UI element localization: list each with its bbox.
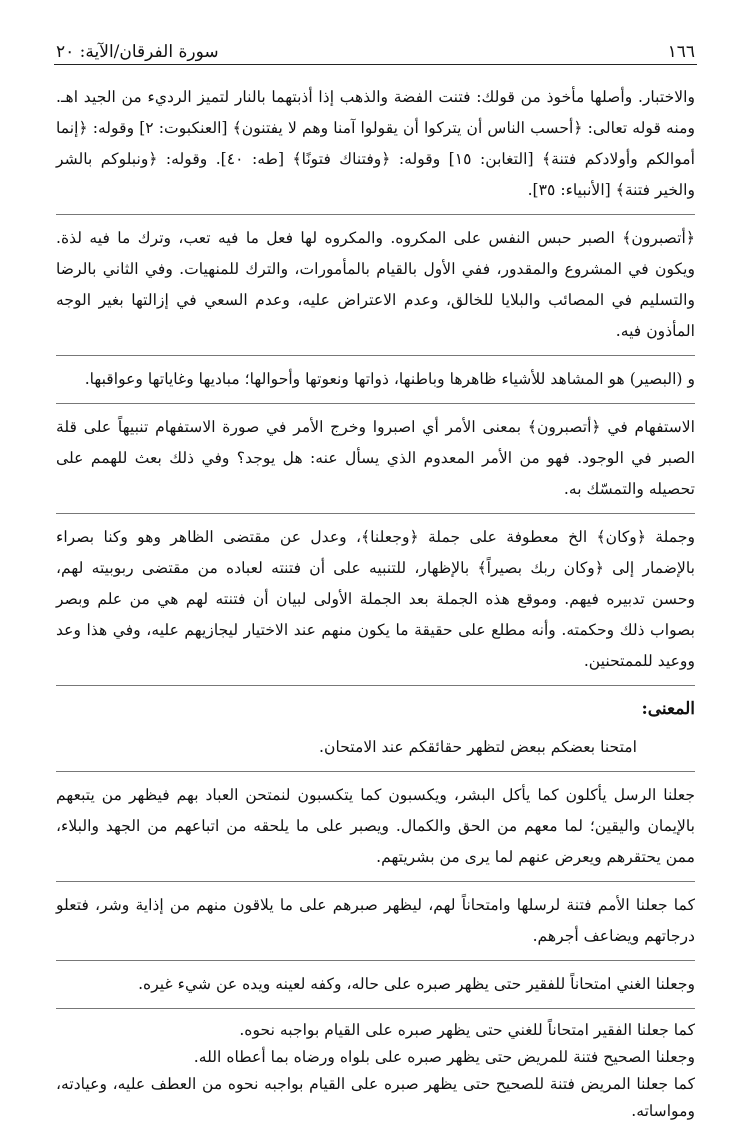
divider <box>56 960 695 961</box>
divider <box>56 403 695 404</box>
divider <box>56 881 695 882</box>
paragraph-istifham: الاستفهام في ﴿أتصبرون﴾ بمعنى الأمر أي اصبروا وخرج الأمر في صورة الاستفهام تنبيهاً على قلة الصبر في الوجود. فهو من الأمر المعدوم الذي يسأل عنه: هل يوجد؟ وفي ذلك بعث للهمم على تحصيله والتمسّك به. <box>56 418 695 498</box>
page-body <box>56 82 695 1125</box>
meaning-paragraph: جعلنا الرسل يأكلون كما يأكل البشر، ويكسبون كما يتكسبون لنمتحن العباد بهم فيظهر من يتبعهم بالإيمان واليقين؛ لما معهم من الحق والكمال. ويصبر على ما يلحقه من اتباعهم من الجهد والبلاء، ممن يحتقرهم ويعرض عنهم لما يرى من بشريتهم. <box>56 786 695 866</box>
divider <box>56 1008 695 1009</box>
meaning-line: امتحنا بعضكم ببعض لتظهر حقائقكم عند الامتحان. <box>319 738 637 756</box>
divider <box>56 513 695 514</box>
paragraph-basir: و (البصير) هو المشاهد للأشياء ظاهرها وباطنها، ذواتها ونعوتها وأحوالها؛ مباديها وغاياتها وعواقبها. <box>84 370 695 388</box>
meaning-paragraph: كما جعلنا الفقير امتحاناً للغني حتى يظهر صبره على القيام بواجبه نحوه. <box>239 1021 695 1039</box>
meaning-paragraph: وجعلنا الصحيح فتنة للمريض حتى يظهر صبره على بلواه ورضاه بما أعطاه الله. <box>193 1048 695 1066</box>
divider <box>56 771 695 772</box>
divider <box>56 355 695 356</box>
paragraph-fitna-origin: والاختبار. وأصلها مأخوذ من قولك: فتنت الفضة والذهب إذا أذبتهما بالنار لتميز الرديء من الجيد اهـ. ومنه قوله تعالى: ﴿أحسب الناس أن يتركوا أن يقولوا آمنا وهم لا يفتنون﴾ [العنكبوت: ٢] وقوله: ﴿إنما أموالكم وأولادكم فتنة﴾ [التغابن: ١٥] وقوله: ﴿وفتناك فتونًا﴾ [طه: ٤٠]. وقوله: ﴿ونبلوكم بالشر والخير فتنة﴾ [الأنبياء: ٣٥]. <box>56 88 695 199</box>
meaning-heading: المعنى: <box>641 699 695 719</box>
meaning-paragraph: وجعلنا الغني امتحاناً للفقير حتى يظهر صبره على حاله، وكفه لعينه ويده عن شيء غيره. <box>138 975 695 993</box>
page-header <box>56 32 695 62</box>
meaning-paragraph: كما جعلنا الأمم فتنة لرسلها وامتحاناً لهم، ليظهر صبرهم على ما يلاقون منهم من إذاية وشر، فتعلو درجاتهم ويضاعف أجرهم. <box>56 896 695 945</box>
paragraph-sabr: ﴿أتصبرون﴾ الصبر حبس النفس على المكروه. والمكروه لها فعل ما فيه تعب، وترك ما فيه لذة. ويكون في المشروع والمقدور، ففي الأول بالقيام بالمأمورات، والترك للمنهيات. وفي الثاني بالرضا والتسليم في المصائب والبلايا للخالق، وعدم الاعتراض عليه، وعدم السعي في إزالتها بغير الوجه المأذون فيه. <box>56 229 695 340</box>
paragraph-wakana: وجملة ﴿وكان﴾ الخ معطوفة على جملة ﴿وجعلنا﴾، وعدل عن مقتضى الظاهر وهو وكنا بصراء بالإضمار إلى ﴿وكان ربك بصيراً﴾ بالإظهار، للتنبيه على أن فتنته لعباده من مقتضى ربوبيته لهم، وحسن تدبيره فيهم. وموقع هذه الجملة بعد الجملة الأولى لبيان أن فتنته لهم هي من علم وبصر بصواب ذلك وحكمته. وأنه مطلع على حقيقة ما يكون منهم عند الاختيار ليجازيهم عليه، وفي هذا وعد ووعيد للممتحنين. <box>56 528 695 670</box>
surah-reference: سورة الفرقان/الآية: ٢٠ <box>56 42 219 62</box>
header-rule <box>54 64 697 65</box>
divider <box>56 214 695 215</box>
meaning-paragraph: كما جعلنا المريض فتنة للصحيح حتى يظهر صبره على القيام بواجبه نحوه من العطف عليه، وعيادته، ومواساته. <box>56 1075 695 1120</box>
divider <box>56 685 695 686</box>
page-number: ١٦٦ <box>667 42 695 62</box>
